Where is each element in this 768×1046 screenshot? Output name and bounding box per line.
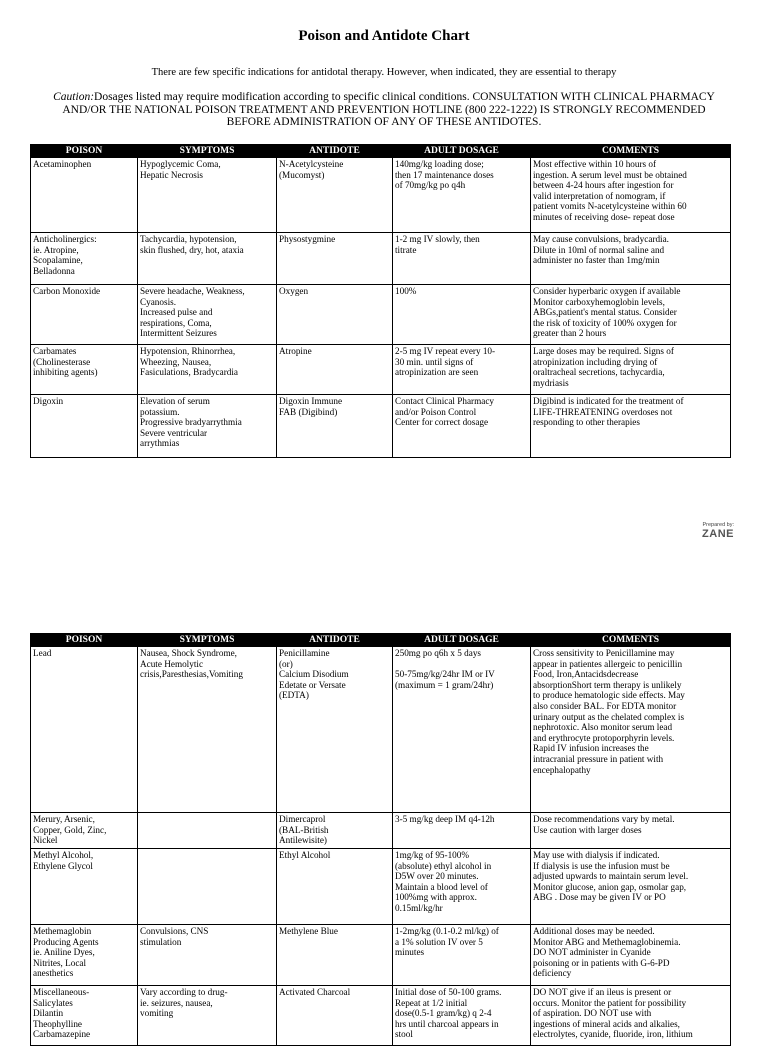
table-row [31,395,731,458]
dosage-cell: 140mg/kg loading dose; then 17 maintenance doses of 70mg/kg po q4h [393,158,531,233]
antidote-cell: Activated Charcoal [277,986,393,1046]
dosage-cell: Initial dose of 50-100 grams. Repeat at 1/2 initial dose(0.5-1 gram/kg) q 2-4 hrs until charcoal appears in stool [393,986,531,1046]
symptoms-cell: Hypotension, Rhinorrhea, Wheezing, Nausea, Fasiculations, Bradycardia [138,345,277,395]
column-header-dosage: ADULT DOSAGE [393,145,531,158]
antidote-table-1 [30,144,731,458]
poison-cell: Methyl Alcohol, Ethylene Glycol [31,849,138,925]
dosage-cell: 100% [393,285,531,345]
prepared-by-label: Prepared by: [702,522,734,528]
poison-cell: Merury, Arsenic, Copper, Gold, Zinc, Nickel [31,813,138,849]
symptoms-cell: Tachycardia, hypotension, skin flushed, dry, hot, ataxia [138,233,277,285]
symptoms-cell: Elevation of serum potassium. Progressive bradyarrythmia Severe ventricular arrythmias [138,395,277,458]
table-row [31,925,731,986]
antidote-cell: Ethyl Alcohol [277,849,393,925]
poison-cell: Digoxin [31,395,138,458]
symptoms-cell: Hypoglycemic Coma, Hepatic Necrosis [138,158,277,233]
comments-cell: Most effective within 10 hours of ingestion. A serum level must be obtained between 4-24 hours after ingestion for valid interpretation of nomogram, if patient vomits N-acetylcysteine within 60 minutes of receiving dose- repeat dose [531,158,731,233]
column-header-poison: POISON [31,634,138,647]
dosage-cell: 1-2 mg IV slowly, then titrate [393,233,531,285]
comments-cell: Cross sensitivity to Penicillamine may appear in patientes allergeic to penicillin Food, Iron,Antacidsdecrease absorptionShort term therapy is unlikely to produce hematologic side effects. May also consider BAL. For EDTA monitor urinary output as the chelated complex is nephrotoxic. Also monitor serum lead and erythrocyte protoporphyrin levels. Rapid IV infusion increases the intracranial pressure in patient with encephalopathy [531,647,731,813]
table-header-row [31,634,731,647]
column-header-poison: POISON [31,145,138,158]
intro-text: There are few specific indications for antidotal therapy. However, when indicated, they are essential to therapy [151,67,617,78]
antidote-cell: Penicillamine (or) Calcium Disodium Edetate or Versate (EDTA) [277,647,393,813]
column-header-symptoms: SYMPTOMS [138,145,277,158]
comments-cell: May use with dialysis if indicated. If dialysis is use the infusion must be adjusted upwards to maintain serum level. Monitor glucose, anion gap, osmolar gap, ABG . Dose may be given IV or PO [531,849,731,925]
table-row [31,233,731,285]
antidote-cell: N-Acetylcysteine (Mucomyst) [277,158,393,233]
table-body-1 [31,158,731,458]
antidote-cell: Oxygen [277,285,393,345]
dosage-cell: 3-5 mg/kg deep IM q4-12h [393,813,531,849]
page-title: Poison and Antidote Chart [298,28,470,44]
poison-cell: Lead [31,647,138,813]
symptoms-cell: Nausea, Shock Syndrome, Acute Hemolytic crisis,Paresthesias,Vomiting [138,647,277,813]
symptoms-cell: Convulsions, CNS stimulation [138,925,277,986]
column-header-comments: COMMENTS [531,634,731,647]
dosage-cell: 250mg po q6h x 5 days 50-75mg/kg/24hr IM or IV (maximum = 1 gram/24hr) [393,647,531,813]
poison-cell: Carbon Monoxide [31,285,138,345]
column-header-antidote: ANTIDOTE [277,634,393,647]
prepared-by-mark [702,522,734,540]
comments-cell: DO NOT give if an ileus is present or occurs. Monitor the patient for possibility of aspiration. DO NOT use with ingestions of mineral acids and alkalies, electrolytes, cyanide, fluoride, iron, lithium [531,986,731,1046]
dosage-cell: 1mg/kg of 95-100% (absolute) ethyl alcohol in D5W over 20 minutes. Maintain a blood level of 100%mg with approx. 0.15ml/kg/hr [393,849,531,925]
column-header-symptoms: SYMPTOMS [138,634,277,647]
antidote-cell: Dimercaprol (BAL-British Antilewisite) [277,813,393,849]
dosage-cell: Contact Clinical Pharmacy and/or Poison Control Center for correct dosage [393,395,531,458]
comments-cell: Additional doses may be needed. Monitor ABG and Methemaglobinemia. DO NOT administer in Cyanide poisoning or in patients with G-6-PD deficiency [531,925,731,986]
table-body-2 [31,647,731,1046]
comments-cell: Dose recommendations vary by metal. Use caution with larger doses [531,813,731,849]
caution-text: Dosages listed may require modification according to specific clinical conditions. CONSULTATION WITH CLINICAL PHARMACY AND/OR THE NATIONAL POISON TREATMENT AND PREVENTION HOTLINE (800 222-1222) IS STRONGLY RECOMMENDED BEFORE ADMINISTRATION OF ANY OF THESE ANTIDOTES. [62,91,715,128]
antidote-cell: Methylene Blue [277,925,393,986]
table-row [31,647,731,813]
antidote-cell: Digoxin Immune FAB (Digibind) [277,395,393,458]
symptoms-cell: Vary according to drug- ie. seizures, nausea, vomiting [138,986,277,1046]
caution-label: Caution: [53,91,95,103]
comments-cell: Digibind is indicated for the treatment of LIFE-THREATENING overdoses not responding to other therapies [531,395,731,458]
table-row [31,285,731,345]
dosage-cell: 1-2mg/kg (0.1-0.2 ml/kg) of a 1% solution IV over 5 minutes [393,925,531,986]
column-header-dosage: ADULT DOSAGE [393,634,531,647]
comments-cell: Consider hyperbaric oxygen if available Monitor carboxyhemoglobin levels, ABGs,patient's mental status. Consider the risk of toxicity of 100% oxygen for greater than 2 hours [531,285,731,345]
table-row [31,986,731,1046]
comments-cell: Large doses may be required. Signs of atropinization including drying of oraltracheal secretions, tachycardia, mydriasis [531,345,731,395]
symptoms-cell [138,849,277,925]
dosage-cell: 2-5 mg IV repeat every 10- 30 min. until signs of atropinization are seen [393,345,531,395]
antidote-cell: Physostygmine [277,233,393,285]
table-header-row [31,145,731,158]
antidote-cell: Atropine [277,345,393,395]
poison-cell: Carbamates (Cholinesterase inhibiting agents) [31,345,138,395]
poison-cell: Miscellaneous- Salicylates Dilantin Theophylline Carbamazepine [31,986,138,1046]
column-header-antidote: ANTIDOTE [277,145,393,158]
poison-cell: Acetaminophen [31,158,138,233]
caution-note [44,91,724,129]
column-header-comments: COMMENTS [531,145,731,158]
table-row [31,849,731,925]
antidote-table-2 [30,633,731,1046]
comments-cell: May cause convulsions, bradycardia. Dilute in 10ml of normal saline and administer no faster than 1mg/min [531,233,731,285]
table-row [31,813,731,849]
poison-cell: Methemaglobin Producing Agents ie. Aniline Dyes, Nitrites, Local anesthetics [31,925,138,986]
prepared-by-name: ZANE [702,528,734,540]
table-row [31,345,731,395]
poison-cell: Anticholinergics: ie. Atropine, Scopalamine, Belladonna [31,233,138,285]
symptoms-cell [138,813,277,849]
symptoms-cell: Severe headache, Weakness, Cyanosis. Increased pulse and respirations, Coma, Intermittent Seizures [138,285,277,345]
table-row [31,158,731,233]
